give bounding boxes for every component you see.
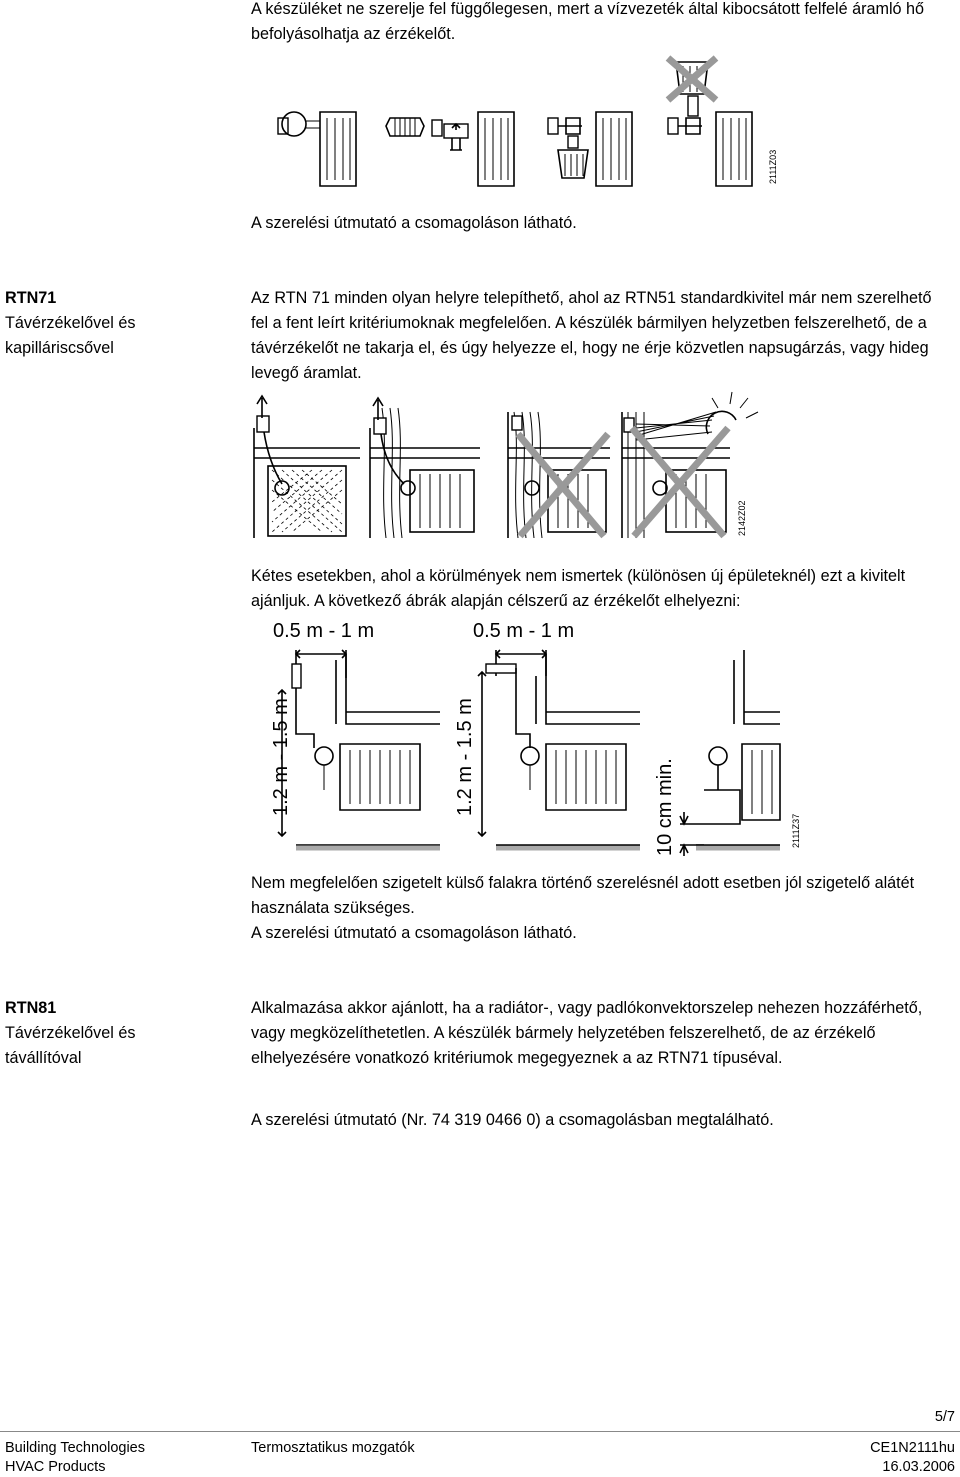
dim-horizontal-a: 0.5 m - 1 m <box>273 620 375 642</box>
rtn81-instructions: A szerelési útmutató (Nr. 74 319 0466 0) a csomagolásban megtalálható. <box>251 1111 774 1129</box>
footer-title: Termosztatikus mozgatók <box>251 1440 415 1456</box>
dim-horizontal-b: 0.5 m - 1 m <box>473 620 575 642</box>
footer-rule <box>0 1431 960 1432</box>
rtn81-subtitle-line1: Távérzékelővel és <box>5 1024 136 1042</box>
rtn71-heading: RTN71 <box>5 289 57 307</box>
rtn81-subtitle-line2: távállítóval <box>5 1049 82 1067</box>
placement-scenarios-figure <box>0 388 960 548</box>
figure-code-2111z03: 2111Z03 <box>768 149 778 184</box>
sensor-distance-figure <box>0 640 960 870</box>
rtn81-heading: RTN81 <box>5 999 57 1017</box>
rtn71-instructions: A szerelési útmutató a csomagoláson látható. <box>251 924 577 942</box>
footer-company: Building Technologies <box>5 1440 146 1456</box>
footer-date: 16.03.2006 <box>882 1459 955 1475</box>
footer-left <box>5 1439 145 1477</box>
figure-code-2142z02: 2142Z02 <box>737 500 747 536</box>
rtn71-sidebar <box>5 286 135 361</box>
distance-panel-c <box>680 650 780 856</box>
distance-panel-b <box>478 650 640 848</box>
dim-vertical-b: 1.2 m - 1.5 m <box>454 698 476 816</box>
rtn71-paragraph2: Kétes esetekben, ahol a körülmények nem ismertek (különösen új épületeknél) ezt a kivitelt ajánljuk. A következő ábrák alapján célszerű az érzékelőt elhelyezni: <box>251 567 906 610</box>
scenario-covered-radiator <box>254 396 360 538</box>
variant-vertical-below <box>548 112 632 186</box>
rtn81-paragraph: Alkalmazása akkor ajánlott, ha a radiátor-, vagy padlókonvektorszelep nehezen hozzáférhető, vagy megközelíthetetlen. A készülék bármely helyzetében felszerelhető, de az érzékelő elhelyezésére vonatkozó kritériumok megegyeznek a az RTN71 típuséval. <box>251 999 923 1067</box>
dim-vertical-a: 1.2 m - 1.5 m <box>270 698 292 816</box>
page-number: 5/7 <box>934 1409 955 1425</box>
scenario-sensor-behind-curtain-crossed <box>508 412 610 538</box>
intro-instructions: A szerelési útmutató a csomagoláson látható. <box>251 214 577 232</box>
rtn81-sidebar <box>5 996 135 1071</box>
footer-right <box>870 1439 955 1477</box>
scenario-curtain <box>370 398 480 538</box>
figure-code-2111z37: 2111Z37 <box>791 813 801 848</box>
rtn71-paragraph3: Nem megfelelően szigetelt külső falakra történő szerelésnél adott esetben jól szigetelő alátét használata szükséges. <box>251 874 915 917</box>
intro-text: A készüléket ne szerelje fel függőlegesen, mert a vízvezeték által kibocsátott felfelé áramló hő befolyásolhatja az érzékelőt. <box>251 0 925 43</box>
footer-division: HVAC Products <box>5 1459 106 1475</box>
mounting-orientation-figure <box>0 0 960 200</box>
dim-min-gap: 10 cm min. <box>654 758 676 856</box>
variant-vertical-above-crossed <box>668 58 752 186</box>
distance-panel-a <box>278 650 440 848</box>
footer-doc-code: CE1N2111hu <box>870 1440 955 1456</box>
rtn71-subtitle-line1: Távérzékelővel és <box>5 314 136 332</box>
rtn71-paragraph: Az RTN 71 minden olyan helyre telepíthető, ahol az RTN51 standardkivitel már nem szerelhető fel a fent leírt kritériumoknak megfelelően. A készülék bármilyen helyzetben felszerelhető, de a távérzékelőt ne takarja el, és úgy helyezze el, hogy ne érje közvetlen napsugárzás, vagy hideg levegő áramlat. <box>251 289 932 382</box>
rtn71-subtitle-line2: kapilláriscsővel <box>5 339 114 357</box>
variant-angled-valve <box>386 112 514 186</box>
variant-horizontal-valve <box>278 112 356 186</box>
